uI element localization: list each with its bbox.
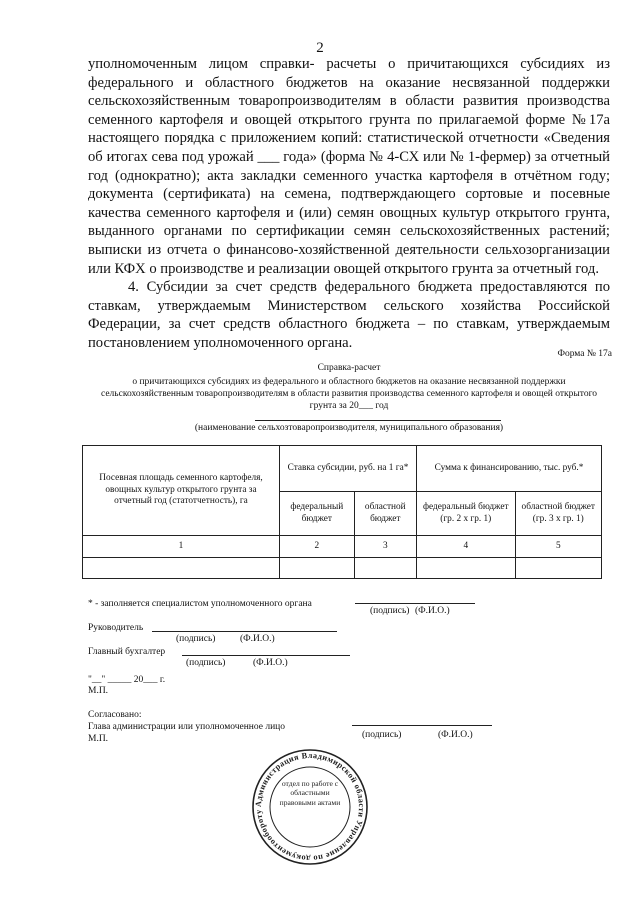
stamp-ring-text: Администрация Владимирской области Управление по документообороту <box>253 750 367 864</box>
empty-cell <box>417 558 516 579</box>
calculation-table <box>82 445 602 579</box>
paragraph-2: 4. Субсидии за счет средств федерального бюджета предоставляются по ставкам, утверждаемым Министерством сельского хозяйства Российской Федерации, за счет средств областного бюджета – по ставкам, утверждаемым постановлением уполномоченного органа. <box>88 279 610 351</box>
header-sum: Сумма к финансированию, тыс. руб.* <box>417 446 602 492</box>
footnote: * - заполняется специалистом уполномоченного органа <box>88 599 312 609</box>
date-line: "__" _____ 20___ г. <box>88 675 166 685</box>
admin-signature-line <box>352 725 492 726</box>
agreed-label: Согласовано: <box>88 710 142 720</box>
subheader-sum-federal: федеральный бюджет (гр. 2 x гр. 1) <box>417 492 516 536</box>
subheader-rate-federal: федеральный бюджет <box>280 492 355 536</box>
name-caption: (Ф.И.О.) <box>240 634 275 644</box>
accountant-signature-line <box>182 655 350 656</box>
form-title: Справка-расчет <box>317 363 381 373</box>
subheader-sum-regional: областной бюджет (гр. 3 x гр. 1) <box>515 492 601 536</box>
form-subtitle: о причитающихся субсидиях из федерального и областного бюджетов на оказание несвязанной поддержки сельскохозяйственным товаропроизводителям в области развития производства семенного картофеля и овощей открытого грунта за 20___ год <box>101 377 597 411</box>
stamp-center-text: отдел по работе с областными правовыми актами <box>279 779 341 807</box>
column-number: 5 <box>515 536 601 558</box>
subheader-rate-regional: областной бюджет <box>354 492 416 536</box>
signature-line <box>355 603 475 604</box>
org-name-line <box>255 420 501 421</box>
admin-label: Глава администрации или уполномоченное лицо <box>88 722 286 732</box>
signature-caption: (подпись) <box>370 606 410 616</box>
column-number: 3 <box>354 536 416 558</box>
body-text <box>88 55 610 353</box>
signature-caption: (подпись) <box>186 658 226 668</box>
signature-caption: (подпись) <box>176 634 216 644</box>
official-stamp <box>250 747 370 867</box>
column-number: 1 <box>83 536 280 558</box>
empty-cell <box>83 558 280 579</box>
name-caption: (Ф.И.О.) <box>253 658 288 668</box>
empty-cell <box>280 558 355 579</box>
page-number: 2 <box>316 40 324 56</box>
paragraph-1: уполномоченным лицом справки- расчеты о причитающихся субсидиях из федерального и областного бюджетов на оказание несвязанной поддержки сельскохозяйственным товаропроизводителям в области развития производства семенного картофеля и овощей открытого грунта по прилагаемой форме №17а настоящего порядка с приложением копий: статистической отчетности «Сведения об итогах сева под урожай ___ года» (форма № 4-СХ или № 1-фермер) за отчетный год (однократно); акта закладки семенного участка картофеля в отчётном году; документа (сертификата) на семена, подтверждающего сортовые и посевные качества семенного картофеля и (или) семян овощных культур открытого грунта, выданного органами по сертификации семян сельскохозяйственных растений; выписки из отчета о финансово-хозяйственной деятельности сельхозорганизации или КФХ о производстве и реализации овощей открытого грунта за отчетный год. <box>88 56 610 277</box>
signature-caption: (подпись) <box>362 730 402 740</box>
empty-cell <box>515 558 601 579</box>
head-label: Руководитель <box>88 623 144 633</box>
head-signature-line <box>152 631 337 632</box>
empty-cell <box>354 558 416 579</box>
column-number: 4 <box>417 536 516 558</box>
accountant-label: Главный бухгалтер <box>88 647 166 657</box>
org-name-caption: (наименование сельхозтоваропроизводителя, муниципального образования) <box>194 423 504 433</box>
name-caption: (Ф.И.О.) <box>438 730 473 740</box>
seal-place: М.П. <box>88 686 109 696</box>
header-rate: Ставка субсидии, руб. на 1 га* <box>280 446 417 492</box>
form-number-label: Форма № 17а <box>557 349 612 359</box>
name-caption: (Ф.И.О.) <box>415 606 450 616</box>
column-number: 2 <box>280 536 355 558</box>
header-area: Посевная площадь семенного картофеля, овощных культур открытого грунта за отчетный год (статотчетность), га <box>83 446 280 536</box>
seal-place: М.П. <box>88 734 109 744</box>
